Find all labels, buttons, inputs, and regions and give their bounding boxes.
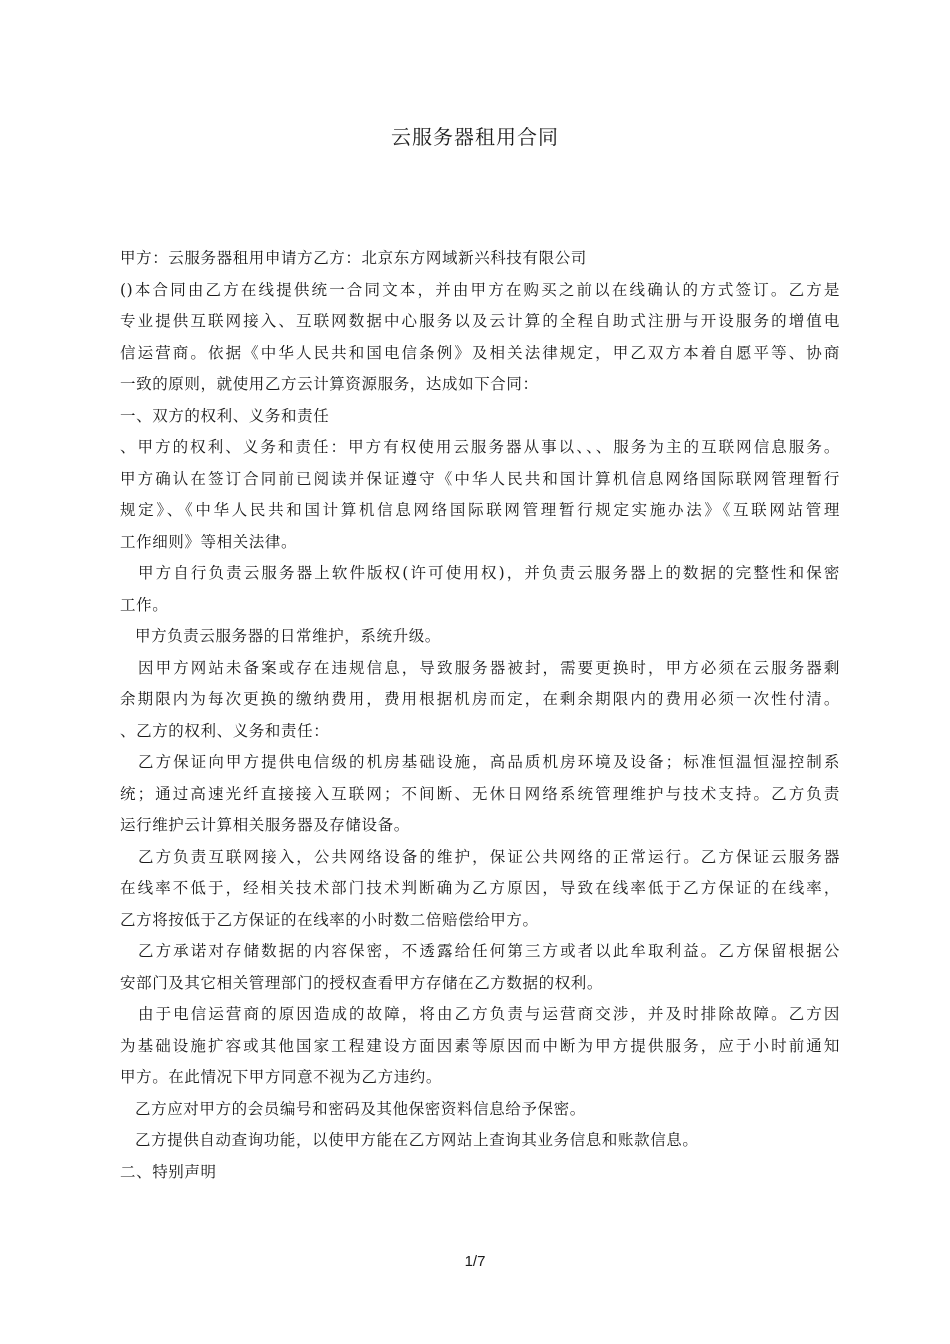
- paragraph-line: 在线率不低于，经相关技术部门技术判断确为乙方原因，导致在线率低于乙方保证的在线率，: [120, 879, 840, 897]
- paragraph-line: 乙方提供自动查询功能，以使甲方能在乙方网站上查询其业务信息和账款信息。: [135, 1131, 699, 1149]
- paragraph-line: 甲方自行负责云服务器上软件版权(许可使用权)，并负责云服务器上的数据的完整性和保密: [138, 564, 840, 582]
- page-number: 1/7: [464, 1253, 486, 1270]
- paragraph-line: 乙方承诺对存储数据的内容保密，不透露给任何第三方或者以此牟取利益。乙方保留根据公: [138, 942, 840, 960]
- paragraph-line: 工作细则》等相关法律。: [120, 532, 298, 551]
- paragraph-line: 统；通过高速光纤直接接入互联网；不间断、无休日网络系统管理维护与技术支持。乙方负责: [120, 784, 840, 803]
- paragraph-line: 为基础设施扩容或其他国家工程建设方面因素等原因而中断为甲方提供服务，应于小时前通知: [120, 1036, 840, 1055]
- paragraph-line: 乙方应对甲方的会员编号和密码及其他保密资料信息给予保密。: [135, 1099, 586, 1118]
- document-body: [120, 243, 840, 1188]
- paragraph-line: 由于电信运营商的原因造成的故障，将由乙方负责与运营商交涉，并及时排除故障。乙方因: [138, 1005, 840, 1023]
- paragraph-line: 甲方。在此情况下甲方同意不视为乙方违约。: [120, 1068, 443, 1086]
- paragraph-line: 甲方：云服务器租用申请方乙方：北京东方网域新兴科技有限公司: [120, 249, 587, 267]
- paragraph-line: 因甲方网站未备案或存在违规信息，导致服务器被封，需要更换时，甲方必须在云服务器剩: [138, 658, 840, 677]
- paragraph-line: 、甲方的权利、义务和责任：甲方有权使用云服务器从事以、、、服务为主的互联网信息服务。: [120, 438, 840, 456]
- paragraph-line: 信运营商。依据《中华人民共和国电信条例》及相关法律规定，甲乙双方本着自愿平等、协商: [120, 343, 840, 362]
- paragraph-line: 安部门及其它相关管理部门的授权查看甲方存储在乙方数据的权利。: [120, 973, 604, 992]
- paragraph-line: 乙方将按低于乙方保证的在线率的小时数二倍赔偿给甲方。: [120, 910, 539, 929]
- paragraph-line: 乙方保证向甲方提供电信级的机房基础设施，高品质机房环境及设备；标准恒温恒湿控制系: [138, 753, 840, 771]
- paragraph-line: 乙方负责互联网接入，公共网络设备的维护，保证公共网络的正常运行。乙方保证云服务器: [138, 847, 840, 866]
- paragraph-line: 余期限内为每次更换的缴纳费用，费用根据机房而定，在剩余期限内的费用必须一次性付清。: [120, 690, 840, 708]
- paragraph-line: ()本合同由乙方在线提供统一合同文本，并由甲方在购买之前以在线确认的方式签订。乙方是: [120, 280, 840, 299]
- paragraph-line: 一、双方的权利、义务和责任: [120, 406, 330, 425]
- document-title: 云服务器租用合同: [391, 125, 559, 149]
- paragraph-line: 专业提供互联网接入、互联网数据中心服务以及云计算的全程自助式注册与开设服务的增值电: [120, 312, 840, 330]
- paragraph-line: 二、特别声明: [120, 1162, 217, 1181]
- paragraph-line: 甲方确认在签订合同前已阅读并保证遵守《中华人民共和国计算机信息网络国际联网管理暂行: [120, 469, 840, 488]
- paragraph-line: 工作。: [120, 595, 169, 614]
- paragraph-line: 规定》、《中华人民共和国计算机信息网络国际联网管理暂行规定实施办法》《互联网站管理: [120, 501, 840, 519]
- paragraph-line: 、乙方的权利、义务和责任：: [120, 721, 330, 740]
- paragraph-line: 甲方负责云服务器的日常维护，系统升级。: [135, 627, 441, 645]
- paragraph-line: 运行维护云计算相关服务器及存储设备。: [120, 816, 410, 834]
- paragraph-line: 一致的原则，就使用乙方云计算资源服务，达成如下合同：: [120, 375, 539, 393]
